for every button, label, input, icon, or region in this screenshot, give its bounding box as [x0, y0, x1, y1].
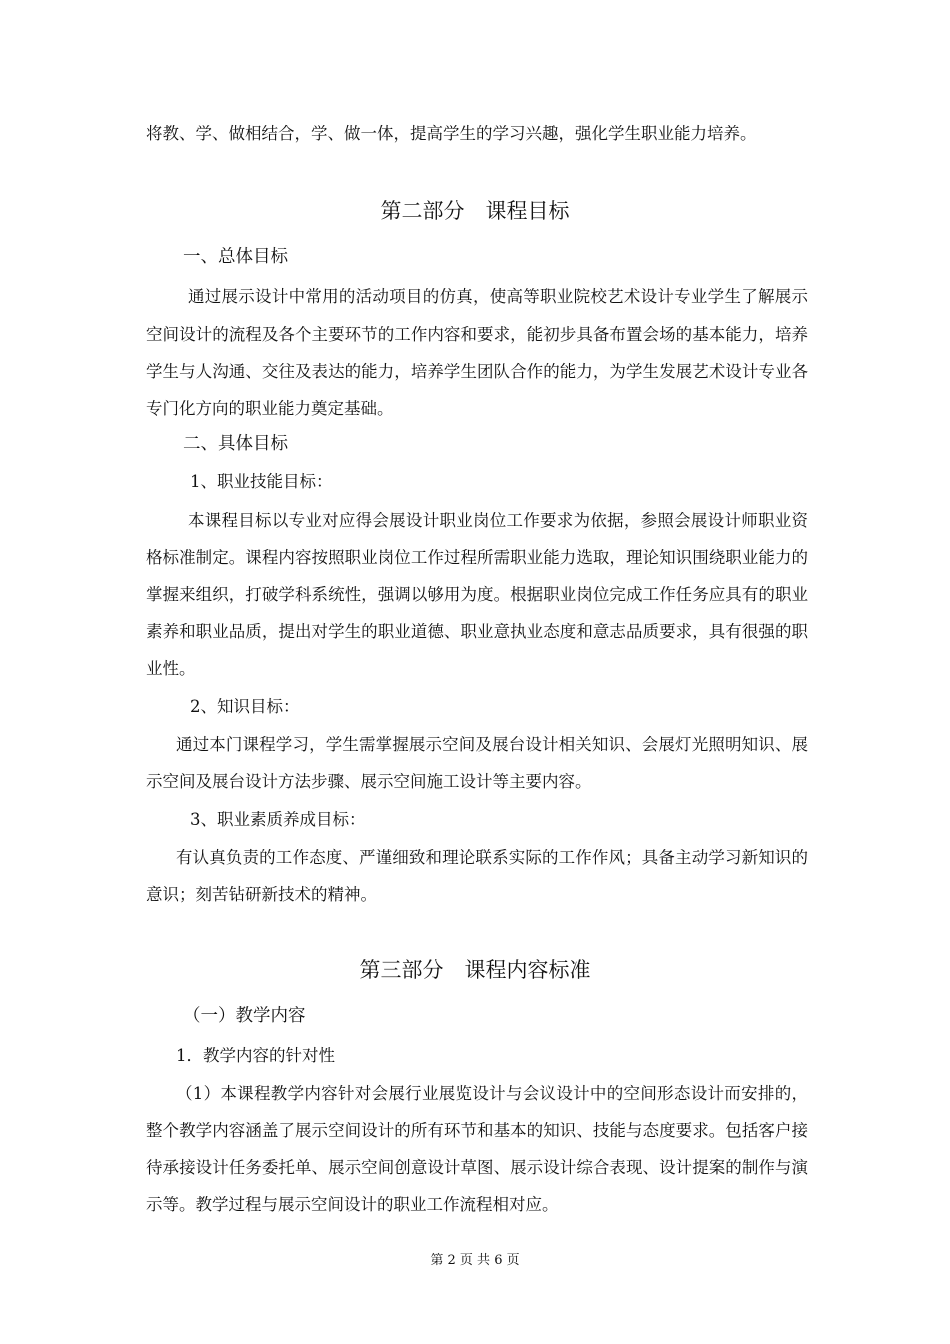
relevance-line-2: 整个教学内容涵盖了展示空间设计的所有环节和基本的知识、技能与态度要求。包括客户接	[146, 1121, 808, 1140]
overall-line-4: 专门化方向的职业能力奠定基础。	[146, 399, 394, 418]
quality-goal-heading: 3、职业素质养成目标：	[190, 810, 366, 829]
part3-title: 第三部分 课程内容标准	[359, 958, 591, 982]
quality-line-1: 有认真负责的工作态度、严谨细致和理论联系实际的工作作风；具备主动学习新知识的	[176, 848, 808, 867]
relevance-line-1: （1）本课程教学内容针对会展行业展览设计与会议设计中的空间形态设计而安排的，	[176, 1084, 808, 1103]
part2-title: 第二部分 课程目标	[380, 199, 570, 223]
page-footer: 第 2 页 共 6 页	[430, 1253, 520, 1268]
knowledge-line-2: 示空间及展台设计方法步骤、展示空间施工设计等主要内容。	[146, 772, 592, 791]
knowledge-goal-heading: 2、知识目标：	[190, 697, 300, 716]
overall-goal-heading: 一、总体目标	[183, 247, 288, 267]
intro-tail-line: 将教、学、做相结合，学、做一体，提高学生的学习兴趣，强化学生职业能力培养。	[146, 124, 757, 143]
skill-line-4: 素养和职业品质，提出对学生的职业道德、职业意执业态度和意志品质要求，具有很强的职	[146, 622, 808, 641]
skill-goal-heading: 1、职业技能目标：	[190, 472, 333, 491]
skill-line-2: 格标准制定。课程内容按照职业岗位工作过程所需职业能力选取，理论知识围绕职业能力的	[146, 548, 808, 567]
skill-line-5: 业性。	[146, 659, 196, 678]
skill-line-1: 本课程目标以专业对应得会展设计职业岗位工作要求为依据，参照会展设计师职业资	[188, 511, 808, 530]
relevance-line-4: 示等。教学过程与展示空间设计的职业工作流程相对应。	[146, 1195, 559, 1214]
skill-line-3: 掌握来组织，打破学科系统性，强调以够用为度。根据职业岗位完成工作任务应具有的职业	[146, 585, 808, 604]
overall-line-2: 空间设计的流程及各个主要环节的工作内容和要求，能初步具备布置会场的基本能力，培养	[146, 325, 808, 344]
content-relevance-heading: 1．教学内容的针对性	[176, 1046, 335, 1065]
relevance-line-3: 待承接设计任务委托单、展示空间创意设计草图、展示设计综合表现、设计提案的制作与演	[146, 1158, 808, 1177]
overall-line-1: 通过展示设计中常用的活动项目的仿真，使高等职业院校艺术设计专业学生了解展示	[188, 287, 808, 306]
teaching-content-heading: （一）教学内容	[183, 1006, 306, 1026]
knowledge-line-1: 通过本门课程学习，学生需掌握展示空间及展台设计相关知识、会展灯光照明知识、展	[176, 735, 808, 754]
overall-line-3: 学生与人沟通、交往及表达的能力，培养学生团队合作的能力，为学生发展艺术设计专业各	[146, 362, 808, 381]
quality-line-2: 意识；刻苦钻研新技术的精神。	[146, 885, 377, 904]
specific-goal-heading: 二、具体目标	[183, 434, 288, 454]
